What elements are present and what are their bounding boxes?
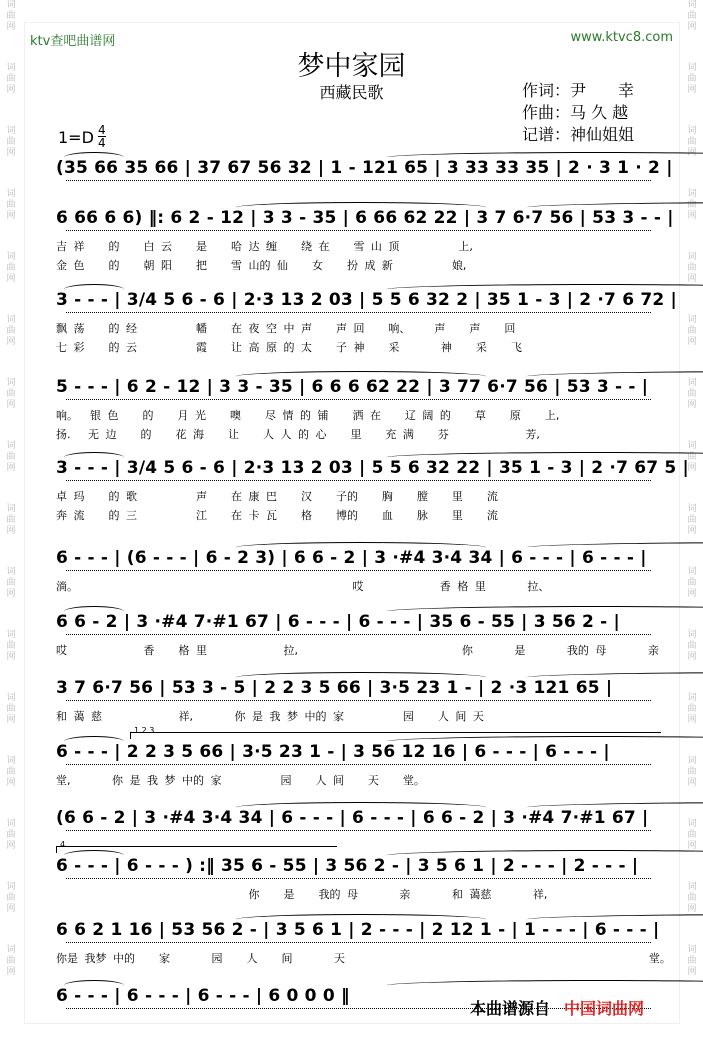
watermark-text: 词 曲 网 [6,630,16,662]
score-row [56,158,673,178]
watermark-text: 词 曲 网 [6,882,16,914]
watermark-text: 词 曲 网 [687,693,697,725]
score-row [56,612,661,657]
slur-mark [386,152,703,163]
slur-mark [386,452,703,463]
slur-mark [64,284,124,295]
slur-mark [386,284,703,295]
notation-line: 3 - - - | 3/4 5 6 - 6 | 2·3 13 2 03 | 5 5 6 32 2 | 35 1 - 3 | 2 ·7 6 72 | [56,290,677,310]
notation-line: 6 66 6 6) ‖: 6 2 - 12 | 3 3 - 35 | 6 66 62 22 | 3 7 6·7 56 | 53 3 - - | [56,208,674,228]
lyric-line: 哎 香 格 里 拉, 你 是 我的 母 亲 [56,644,659,657]
watermark-text: 词 曲 网 [6,0,16,32]
watermark-text: 词 曲 网 [6,252,16,284]
site-link-right[interactable]: www.ktvc8.com [570,30,673,45]
song-subtitle: 西藏民歌 [319,83,384,102]
watermark-text: 词 曲 网 [687,630,697,662]
lyric-line: 金 色 的 朝 阳 把 雪 山的 仙 女 扮 成 新 娘, [56,259,467,272]
ending-bracket [130,732,661,739]
key-signature: 1=D [58,128,94,147]
watermark-text: 词 曲 网 [687,756,697,788]
score-row [56,840,661,901]
lyric-line: 卓 玛 的 歌 声 在 康 巴 汉 子的 胸 膛 里 流 [56,490,498,503]
lyric-line: 吉 祥 的 白 云 是 哈 达 缠 绕 在 雪 山 顶 上, [56,240,473,253]
slur-mark [64,606,124,617]
score-row [56,377,661,441]
score-row [56,726,661,787]
score-row [56,208,674,272]
time-signature [98,124,106,149]
watermark-text: 词 曲 网 [687,945,697,977]
lyric-line: 七 彩 的 云 霞 让 高 原 的 太 子 神 采 神 采 飞 [56,341,522,354]
score-row [56,920,671,965]
source-site[interactable]: 中国词曲网 [564,999,645,1018]
slur-mark [236,802,486,813]
watermark-text: 词 曲 网 [687,378,697,410]
lyric-line: 扬. 无 边 的 花 海 让 人 人 的 心 里 充 满 芬 芳, [56,428,540,441]
ending-label: 4 [60,840,66,849]
notation-line: (35 66 35 66 | 37 67 56 32 | 1 - 121 65 | 3 33 33 35 | 2 · 3 1 · 2 | [56,158,673,178]
slur-mark [64,736,124,747]
watermark-text: 词 曲 网 [687,441,697,473]
watermark-text: 词 曲 网 [6,693,16,725]
watermark-text: 词 曲 网 [687,252,697,284]
slur-mark [64,452,124,463]
time-sig-bottom: 4 [98,136,106,150]
source-credit [470,996,644,1019]
notation-line: 5 - - - | 6 2 - 12 | 3 3 - 35 | 6 6 6 62 22 | 3 77 6·7 56 | 53 3 - - | [56,377,649,397]
slur-mark [236,672,486,683]
lyricist: 作词：尹 幸 [522,81,635,100]
lyric-line: 堂, 你 是 我 梦 中的 家 园 人 间 天 堂。 [56,774,425,787]
watermark-text: 词 曲 网 [6,504,16,536]
beam-underline [66,399,651,400]
watermark-text: 词 曲 网 [6,189,16,221]
beam-underline [66,830,651,831]
left-watermark-strip [0,0,22,1045]
watermark-text: 词 曲 网 [6,126,16,158]
notation-line: 6 6 - 2 | 3 ·#4 7·#1 67 | 6 - - - | 6 - - - | 35 6 - 55 | 3 56 2 - | [56,612,620,632]
slur-mark [236,914,486,925]
notation-line: 6 - - - | (6 - - - | 6 - 2 3) | 6 6 - 2 | 3 ·#4 3·4 34 | 6 - - - | 6 - - - | [56,548,647,568]
watermark-text: 词 曲 网 [6,945,16,977]
score-row [56,678,661,723]
watermark-text: 词 曲 网 [6,819,16,851]
lyric-line: 你 是 我的 母 亲 和 蔼慈 祥, [56,888,548,901]
beam-underline [66,634,651,635]
slur-mark [386,606,703,617]
notation-line: 3 - - - | 3/4 5 6 - 6 | 2·3 13 2 03 | 5 5 6 32 22 | 35 1 - 3 | 2 ·7 67 5 | [56,458,689,478]
source-label: 本曲谱源自 [470,999,551,1018]
lyric-line: 飘 荡 的 经 幡 在 夜 空 中 声 声 回 响、 声 声 回 [56,322,516,335]
lyric-line: 和 蔼 慈 祥, 你 是 我 梦 中的 家 园 人 间 天 [56,710,484,723]
lyric-line: 你是 我梦 中的 家 园 人 间 天 堂。 [56,952,671,965]
ending-bracket [56,846,337,853]
score-row [56,290,677,354]
watermark-text: 词 曲 网 [6,378,16,410]
beam-underline [66,180,651,181]
watermark-text: 词 曲 网 [687,0,697,32]
lyric-line: 响。 银 色 的 月 光 噢 尽 情 的 铺 洒 在 辽 阔 的 草 原 上, [56,409,560,422]
notation-line: (6 6 - 2 | 3 ·#4 3·4 34 | 6 - - - | 6 - - - | 6 6 - 2 | 3 ·#4 7·#1 67 | [56,808,649,828]
watermark-text: 词 曲 网 [6,63,16,95]
beam-underline [66,764,651,765]
lyric-line: 淌。 哎 香 格 里 拉、 [56,580,550,593]
score-row [56,808,661,828]
watermark-text: 词 曲 网 [6,441,16,473]
notation-line: 6 6 2 1 16 | 53 56 2 - | 3 5 6 1 | 2 - - - | 2 12 1 - | 1 - - - | 6 - - - | [56,920,660,940]
watermark-text: 词 曲 网 [687,189,697,221]
beam-underline [66,878,651,879]
beam-underline [66,700,651,701]
beam-underline [66,942,651,943]
transcriber: 记谱：神仙姐姐 [522,125,635,144]
notation-line: 6 - - - | 6 - - - | 6 - - - | 6 0 0 0 ‖ [56,986,350,1006]
song-title: 梦中家园 [297,51,406,82]
watermark-text: 词 曲 网 [687,63,697,95]
watermark-text: 词 曲 网 [687,315,697,347]
time-sig-top: 4 [98,123,106,137]
watermark-text: 词 曲 网 [687,126,697,158]
ending-label: 1 2 3 [134,726,155,735]
watermark-text: 词 曲 网 [6,567,16,599]
watermark-text: 词 曲 网 [687,882,697,914]
slur-mark [386,980,703,991]
notation-line: 6 - - - | 2 2 3 5 66 | 3·5 23 1 - | 3 56 12 16 | 6 - - - | 6 - - - | [56,742,610,762]
score-row [56,548,661,593]
watermark-text: 词 曲 网 [687,819,697,851]
beam-underline [66,312,651,313]
credits [522,80,634,146]
watermark-text: 词 曲 网 [6,315,16,347]
beam-underline [66,480,651,481]
watermark-text: 词 曲 网 [6,756,16,788]
notation-line: 6 - - - | 6 - - - ) :‖ 35 6 - 55 | 3 56 2 - | 3 5 6 1 | 2 - - - | 2 - - - | [56,856,639,876]
composer: 作曲：马 久 越 [522,103,629,122]
beam-underline [66,230,651,231]
slur-mark [236,371,486,382]
site-link-left[interactable]: ktv查吧曲谱网 [30,34,116,49]
watermark-text: 词 曲 网 [687,567,697,599]
slur-mark [236,202,486,213]
beam-underline [66,570,651,571]
slur-mark [386,850,703,861]
slur-mark [64,152,124,163]
slur-mark [64,980,124,991]
slur-mark [236,542,486,553]
watermark-text: 词 曲 网 [687,504,697,536]
notation-line: 3 7 6·7 56 | 53 3 - 5 | 2 2 3 5 66 | 3·5 23 1 - | 2 ·3 121 65 | [56,678,613,698]
score-row [56,458,689,522]
lyric-line: 奔 流 的 三 江 在 卡 瓦 格 博的 血 脉 里 流 [56,509,498,522]
